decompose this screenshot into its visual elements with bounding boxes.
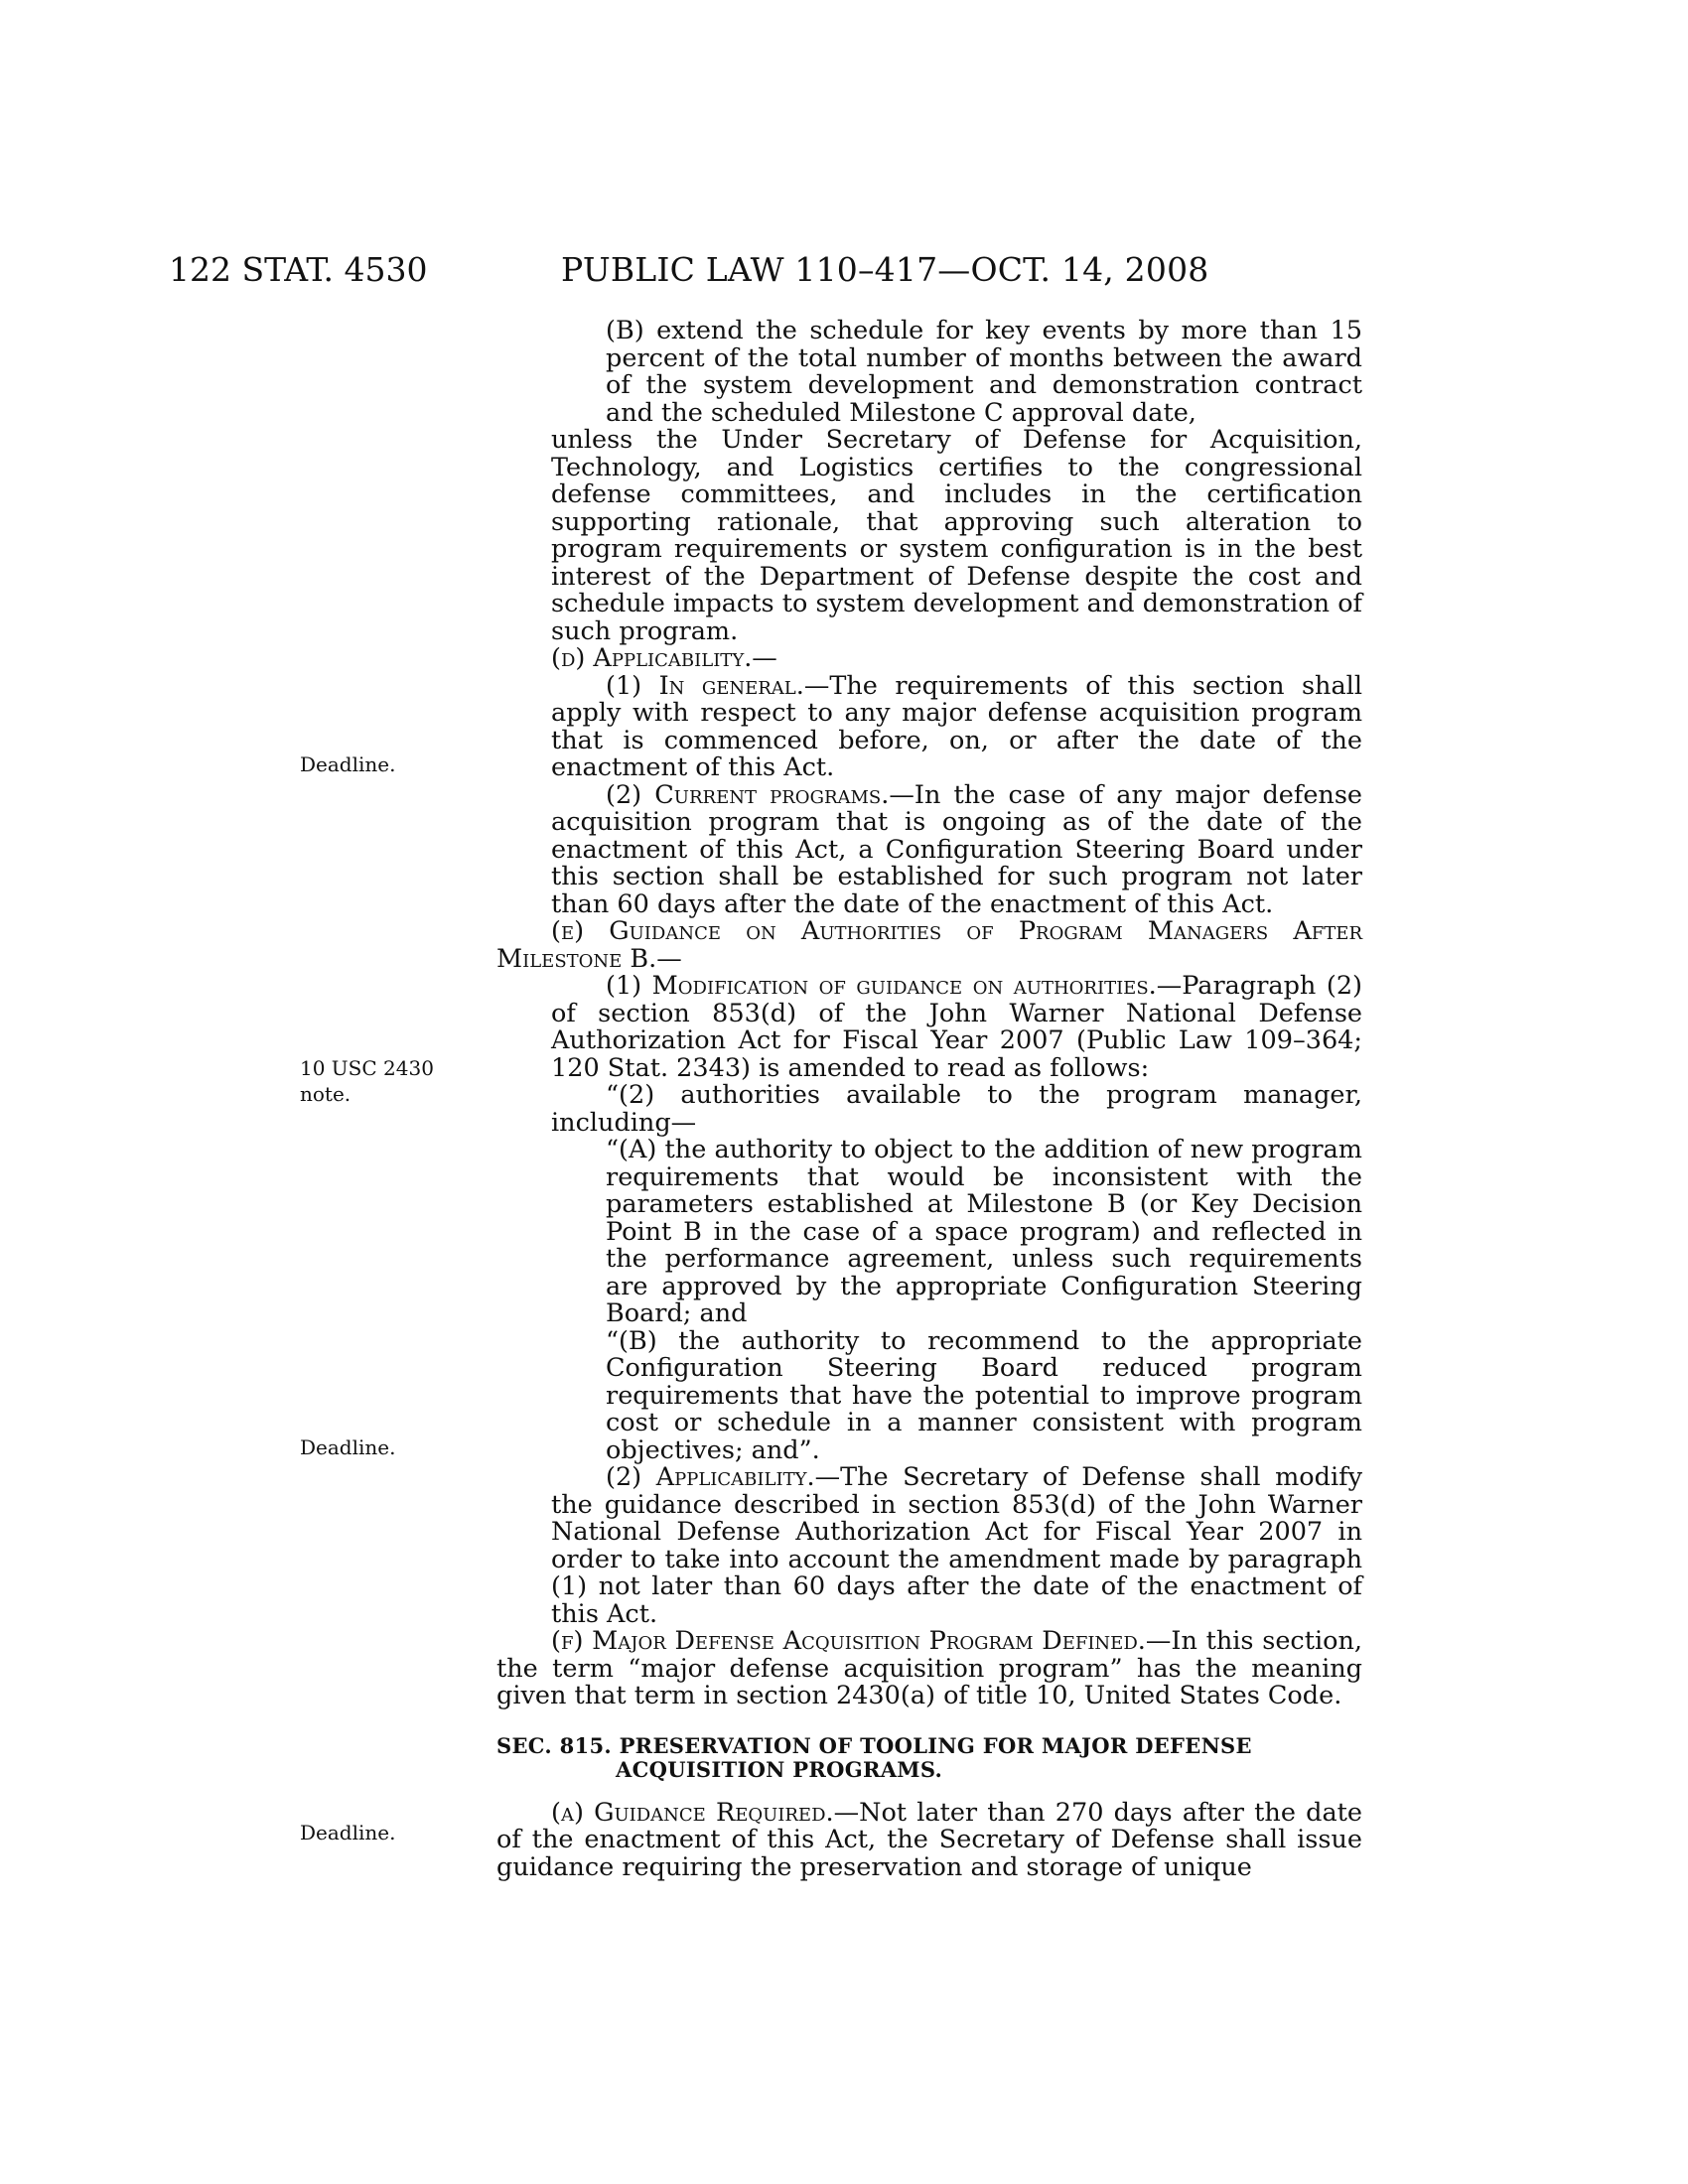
paragraph-e1: (1) Modification of guidance on authorities.—Paragraph (2) of section 853(d) of the John Warner National Defense Authorization Act for Fiscal Year 2007 (Public Law 109–364; 120 Stat. 2343) is amended to read as follows: <box>551 971 1363 1083</box>
paragraph-unless: unless the Under Secretary of Defense for Acquisition, Technology, and Logistics certifies to the congressional defense committees, and includes in the certification supporting rationale, that approving such alteration to program requirements or system configuration is in the best interest of the Department of Defense despite the cost and schedule impacts to system development and demonstration of such program. <box>551 425 1362 646</box>
paragraph-d2: (2) Current programs.—In the case of any major defense acquisition program that is ongoing as of the date of the enactment of this Act, a Configuration Steering Board under this section shall be established for such program not later than 60 days after the date of the enactment of this Act. <box>551 779 1363 919</box>
quoted-subparagraph-b: “(B) the authority to recommend to the appropriate Configuration Steering Board reduced program requirements that have the potential to improve program cost or schedule in a manner consistent with program objectives; and”. <box>606 1325 1362 1465</box>
paragraph-b: (B) extend the schedule for key events by more than 15 percent of the total number of months between the award of the system development and demonstration contract and the scheduled Milestone C approval date, <box>606 316 1362 428</box>
section-815-heading: SEC. 815. PRESERVATION OF TOOLING FOR MAJOR DEFENSE ACQUISITION PROGRAMS. <box>496 1732 1252 1782</box>
paragraph-d1: (1) In general.—The requirements of this section shall apply with respect to any major defense acquisition program that is commenced before, on, or after the date of the enactment of this Act. <box>551 670 1362 782</box>
margin-note-deadline: Deadline. <box>300 1821 396 1844</box>
document-body <box>496 318 1362 1881</box>
subsection-e-heading: (e) Guidance on Authorities of Program Managers After Milestone B.— <box>496 916 1362 974</box>
quoted-paragraph-2: “(2) authorities available to the program manager, including— <box>551 1080 1362 1138</box>
paragraph-e2: (2) Applicability.—The Secretary of Defense shall modify the guidance described in section 853(d) of the John Warner National Defense Authorization Act for Fiscal Year 2007 in order to take into account the amendment made by paragraph (1) not later than 60 days after the date of the enactment of this Act. <box>551 1462 1362 1629</box>
quoted-subparagraph-a: “(A) the authority to object to the addition of new program requirements that would be inconsistent with the parameters established at Milestone B (or Key Decision Point B in the case of a space program) and reflected in the performance agreement, unless such requirements are approved by the appropriate Configuration Steering Board; and <box>606 1135 1362 1328</box>
subsection-a: (a) Guidance Required.—Not later than 270 days after the date of the enactment of this Act, the Secretary of Defense shall issue guidance requiring the preservation and storage of unique <box>496 1797 1362 1882</box>
subsection-f: (f) Major Defense Acquisition Program Defined.—In this section, the term “major defense acquisition program” has the meaning given that term in section 2430(a) of title 10, United States Code. <box>496 1626 1362 1710</box>
subsection-d-heading: (d) Applicability.— <box>551 643 777 673</box>
margin-note-deadline: Deadline. <box>300 752 396 776</box>
running-header-title: PUBLIC LAW 110–417—OCT. 14, 2008 <box>561 250 1209 289</box>
margin-note-deadline: Deadline. <box>300 1435 396 1459</box>
margin-note-usc-citation: 10 USC 2430 note. <box>300 1056 434 1106</box>
stat-page-number: 122 STAT. 4530 <box>169 250 428 289</box>
